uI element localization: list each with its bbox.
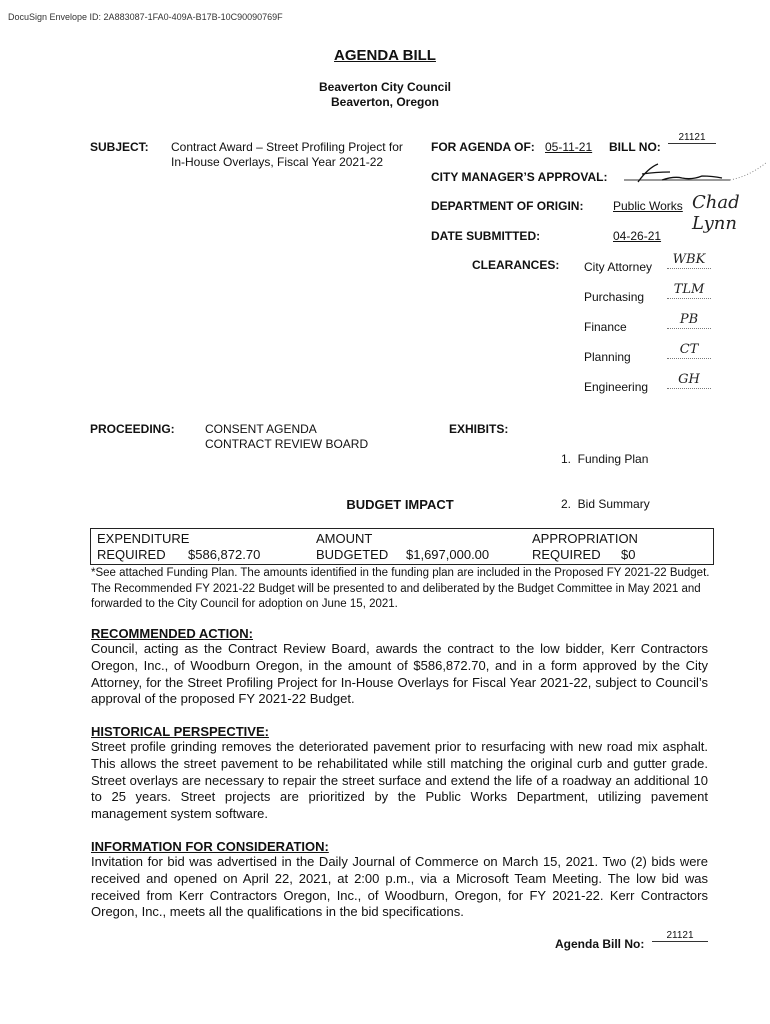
recommended-heading: RECOMMENDED ACTION:: [91, 626, 254, 641]
subject-line-2: In-House Overlays, Fiscal Year 2021-22: [171, 155, 384, 169]
historical-section: [91, 724, 708, 823]
clearances-list: [584, 252, 706, 408]
council-block: [0, 80, 770, 110]
footer-bill-value: 21121: [652, 930, 708, 942]
council-location: Beaverton, Oregon: [330, 95, 440, 109]
department-label: DEPARTMENT OF ORIGIN:: [431, 199, 584, 213]
exhibits-label: EXHIBITS:: [449, 422, 509, 436]
appropriation-value: $0: [621, 547, 636, 562]
clearance-name: Finance: [584, 320, 627, 334]
clearance-row-engineering: [584, 372, 700, 408]
information-section: [91, 839, 708, 921]
bill-no-value: 21121: [668, 132, 716, 144]
expenditure-label-2: REQUIRED: [97, 547, 166, 562]
information-heading: INFORMATION FOR CONSIDERATION:: [91, 839, 329, 854]
recommended-section: [91, 626, 708, 708]
amount-label-1: AMOUNT: [316, 531, 373, 546]
recommended-text: Council, acting as the Contract Review Board, awards the contract to the low bidder, Kerr Contractors Oregon, Inc., of Woodburn Oregon, in the amount of $586,872.70, and in a form approved by the City Attorney, for the Street Profiling Project for In-House Overlays for Fiscal Year 2021-22, subject to Council’s approval of the proposed FY 2021-22 Budget.: [91, 641, 708, 707]
city-manager-signature: [622, 160, 767, 184]
clearance-row-planning: [584, 342, 699, 378]
appropriation-label-1: APPROPRIATION: [532, 531, 638, 546]
department-signature: Chad Lynn: [692, 192, 740, 234]
amount-value: $1,697,000.00: [406, 547, 490, 562]
amount-label-2: BUDGETED: [316, 547, 389, 562]
subject-line-1: Contract Award – Street Profiling Project for: [171, 140, 403, 154]
proceeding-label: PROCEEDING:: [90, 422, 175, 436]
for-agenda-label: FOR AGENDA OF:: [431, 140, 535, 154]
department-value: Public Works: [613, 199, 683, 213]
budget-note: *See attached Funding Plan. The amounts identified in the funding plan are included in the Proposed FY 2021-22 Budget. The Recommended FY 2021-22 Budget will be presented to and deliberated by the Budget Committee in May 2021 and forwarded to the City Council for adoption on June 15, 2021.: [91, 567, 710, 610]
clearance-initials: WBK: [667, 252, 711, 269]
clearance-name: Purchasing: [584, 290, 645, 304]
clearances-label: CLEARANCES:: [472, 258, 560, 272]
envelope-id: DocuSign Envelope ID: 2A883087-1FA0-409A-B17B-10C90090769F: [8, 12, 283, 22]
proceeding-line-1: CONSENT AGENDA: [205, 422, 317, 436]
subject-text: [171, 140, 403, 170]
exhibit-item: 2. Bid Summary: [561, 497, 650, 511]
clearance-name: Planning: [584, 350, 631, 364]
subject-label: SUBJECT:: [90, 140, 149, 154]
clearance-row-finance: [584, 312, 699, 348]
clearance-name: Engineering: [584, 380, 649, 394]
date-submitted-label: DATE SUBMITTED:: [431, 229, 541, 243]
budget-table: [90, 528, 714, 565]
expenditure-label-1: EXPENDITURE: [97, 531, 190, 546]
for-agenda-value: 05-11-21: [545, 140, 593, 154]
budget-heading: BUDGET IMPACT: [346, 497, 454, 512]
clearance-row-city-attorney: [584, 252, 706, 288]
footer-bill-label: Agenda Bill No:: [555, 937, 645, 951]
information-text: Invitation for bid was advertised in the Daily Journal of Commerce on March 15, 2021. Two (2) bids were received and opened on April 22, 2021, at 2:00 p.m., via a Microsoft Team Meeting. The low bid was received from Kerr Contractors Oregon, Inc., of Woodburn, Oregon, for FY 2021-22. Kerr Contractors Oregon, Inc., meets all the qualifications in the bid specifications.: [91, 854, 708, 920]
clearance-initials: CT: [667, 342, 711, 359]
proceeding-line-2: CONTRACT REVIEW BOARD: [205, 437, 369, 451]
bill-no-label: BILL NO:: [609, 140, 661, 154]
historical-text: Street profile grinding removes the deteriorated pavement prior to resurfacing with new road mix asphalt. This allows the street pavement to be rehabilitated while still matching the original curb and gutter grade. Street overlays are necessary to repair the street surface and extend the life of a roadway an additional 10 to 25 years. Street projects are prioritized by the Public Works Department, utilizing pavement management system software.: [91, 739, 708, 822]
proceeding-text: [205, 422, 368, 452]
expenditure-value: $586,872.70: [188, 547, 261, 562]
page-title: AGENDA BILL: [334, 47, 436, 64]
city-manager-label: CITY MANAGER’S APPROVAL:: [431, 170, 608, 184]
clearance-name: City Attorney: [584, 260, 653, 274]
council-name: Beaverton City Council: [318, 80, 452, 94]
clearance-initials: GH: [667, 372, 711, 389]
clearance-initials: PB: [667, 312, 711, 329]
date-submitted-value: 04-26-21: [613, 229, 662, 243]
historical-heading: HISTORICAL PERSPECTIVE:: [91, 724, 269, 739]
clearance-initials: TLM: [667, 282, 711, 299]
clearance-row-purchasing: [584, 282, 705, 318]
exhibit-item: 1. Funding Plan: [561, 452, 649, 466]
appropriation-label-2: REQUIRED: [532, 547, 601, 562]
